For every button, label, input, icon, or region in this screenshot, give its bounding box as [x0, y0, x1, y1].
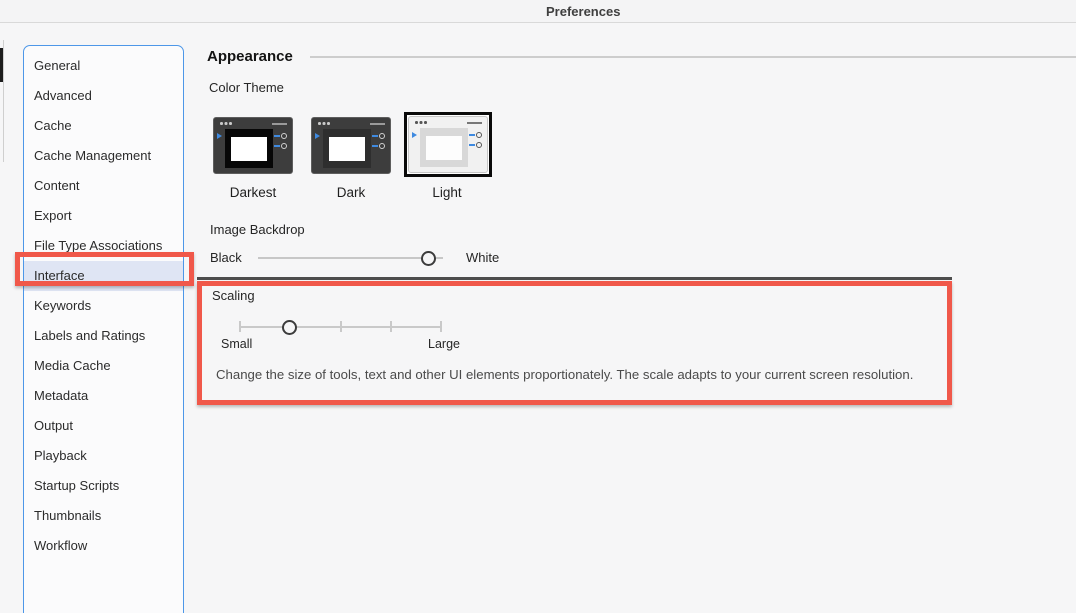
window-dash-icon	[467, 122, 482, 124]
theme-label-dark: Dark	[336, 185, 366, 200]
theme-thumbnail-dark	[311, 117, 391, 174]
thumbnail-sliders	[274, 132, 290, 152]
section-divider	[310, 56, 1076, 58]
backdrop-slider-track[interactable]	[258, 257, 443, 259]
image-backdrop-label: Image Backdrop	[210, 222, 305, 237]
window-dots-icon	[318, 122, 321, 125]
scaling-tick	[239, 321, 241, 332]
sidebar-item-playback[interactable]: Playback	[34, 448, 87, 463]
backdrop-min-label: Black	[210, 250, 242, 265]
thumbnail-sliders	[469, 131, 485, 151]
sidebar-item-export[interactable]: Export	[34, 208, 72, 223]
sidebar-item-cache[interactable]: Cache	[34, 118, 72, 133]
scaling-max-label: Large	[428, 337, 460, 351]
launch-arrow-icon	[217, 133, 222, 139]
annotation-highlight-scaling	[197, 281, 952, 405]
theme-option-light[interactable]	[404, 112, 492, 182]
sidebar-item-keywords[interactable]: Keywords	[34, 298, 92, 313]
scaling-label: Scaling	[212, 288, 255, 303]
sidebar-item-output[interactable]: Output	[34, 418, 74, 433]
slider-icon	[469, 131, 485, 138]
slider-icon	[372, 132, 388, 139]
thumbnail-canvas	[225, 129, 273, 168]
sidebar-item-content[interactable]: Content	[34, 178, 80, 193]
sidebar-item-workflow[interactable]: Workflow	[34, 538, 88, 553]
thumbnail-sliders	[372, 132, 388, 152]
annotation-top-line	[197, 277, 952, 280]
window-dash-icon	[272, 123, 287, 125]
theme-label-darkest: Darkest	[229, 185, 277, 200]
slider-icon	[372, 142, 388, 149]
launch-arrow-icon	[412, 132, 417, 138]
scaling-tick	[390, 321, 392, 332]
scaling-min-label: Small	[221, 337, 253, 351]
window-dots-icon	[220, 122, 223, 125]
theme-label-light: Light	[432, 185, 462, 200]
window-dash-icon	[370, 123, 385, 125]
scaling-slider-knob[interactable]	[282, 320, 297, 335]
thumbnail-image	[426, 136, 462, 160]
backdrop-slider-knob[interactable]	[421, 251, 436, 266]
thumbnail-canvas	[420, 128, 468, 167]
theme-thumbnail-darkest	[213, 117, 293, 174]
sidebar-item-thumbnails[interactable]: Thumbnails	[34, 508, 102, 523]
sidebar-item-labels-and-ratings[interactable]: Labels and Ratings	[34, 328, 146, 343]
sidebar-item-advanced[interactable]: Advanced	[34, 88, 92, 103]
scaling-tick	[340, 321, 342, 332]
sidebar-item-interface[interactable]: Interface	[24, 261, 183, 291]
window-title: Preferences	[546, 4, 621, 19]
stray-cursor-mark	[0, 48, 3, 82]
title-bar	[0, 0, 1076, 23]
sidebar-item-file-type-associations[interactable]: File Type Associations	[34, 238, 163, 253]
slider-icon	[274, 142, 290, 149]
thumbnail-image	[231, 137, 267, 161]
theme-option-darkest[interactable]	[213, 117, 293, 174]
slider-icon	[274, 132, 290, 139]
color-theme-label: Color Theme	[209, 80, 284, 95]
window-dots-icon	[415, 121, 418, 124]
background-window-edge	[3, 40, 4, 162]
sidebar-item-general[interactable]: General	[34, 58, 81, 73]
backdrop-max-label: White	[466, 250, 500, 265]
theme-thumbnail-light	[408, 116, 488, 173]
slider-icon	[469, 141, 485, 148]
appearance-section-title: Appearance	[207, 48, 293, 65]
launch-arrow-icon	[315, 133, 320, 139]
scaling-description: Change the size of tools, text and other UI elements proportionately. The scale adapts to your current screen resolution.	[216, 367, 914, 382]
thumbnail-image	[329, 137, 365, 161]
preferences-sidebar	[23, 45, 184, 613]
scaling-tick	[440, 321, 442, 332]
sidebar-item-cache-management[interactable]: Cache Management	[34, 148, 152, 163]
sidebar-item-media-cache[interactable]: Media Cache	[34, 358, 111, 373]
theme-option-dark[interactable]	[311, 117, 391, 174]
sidebar-item-metadata[interactable]: Metadata	[34, 388, 89, 403]
sidebar-list	[24, 51, 183, 561]
sidebar-item-startup-scripts[interactable]: Startup Scripts	[34, 478, 120, 493]
selected-theme-frame	[404, 112, 492, 177]
thumbnail-canvas	[323, 129, 371, 168]
